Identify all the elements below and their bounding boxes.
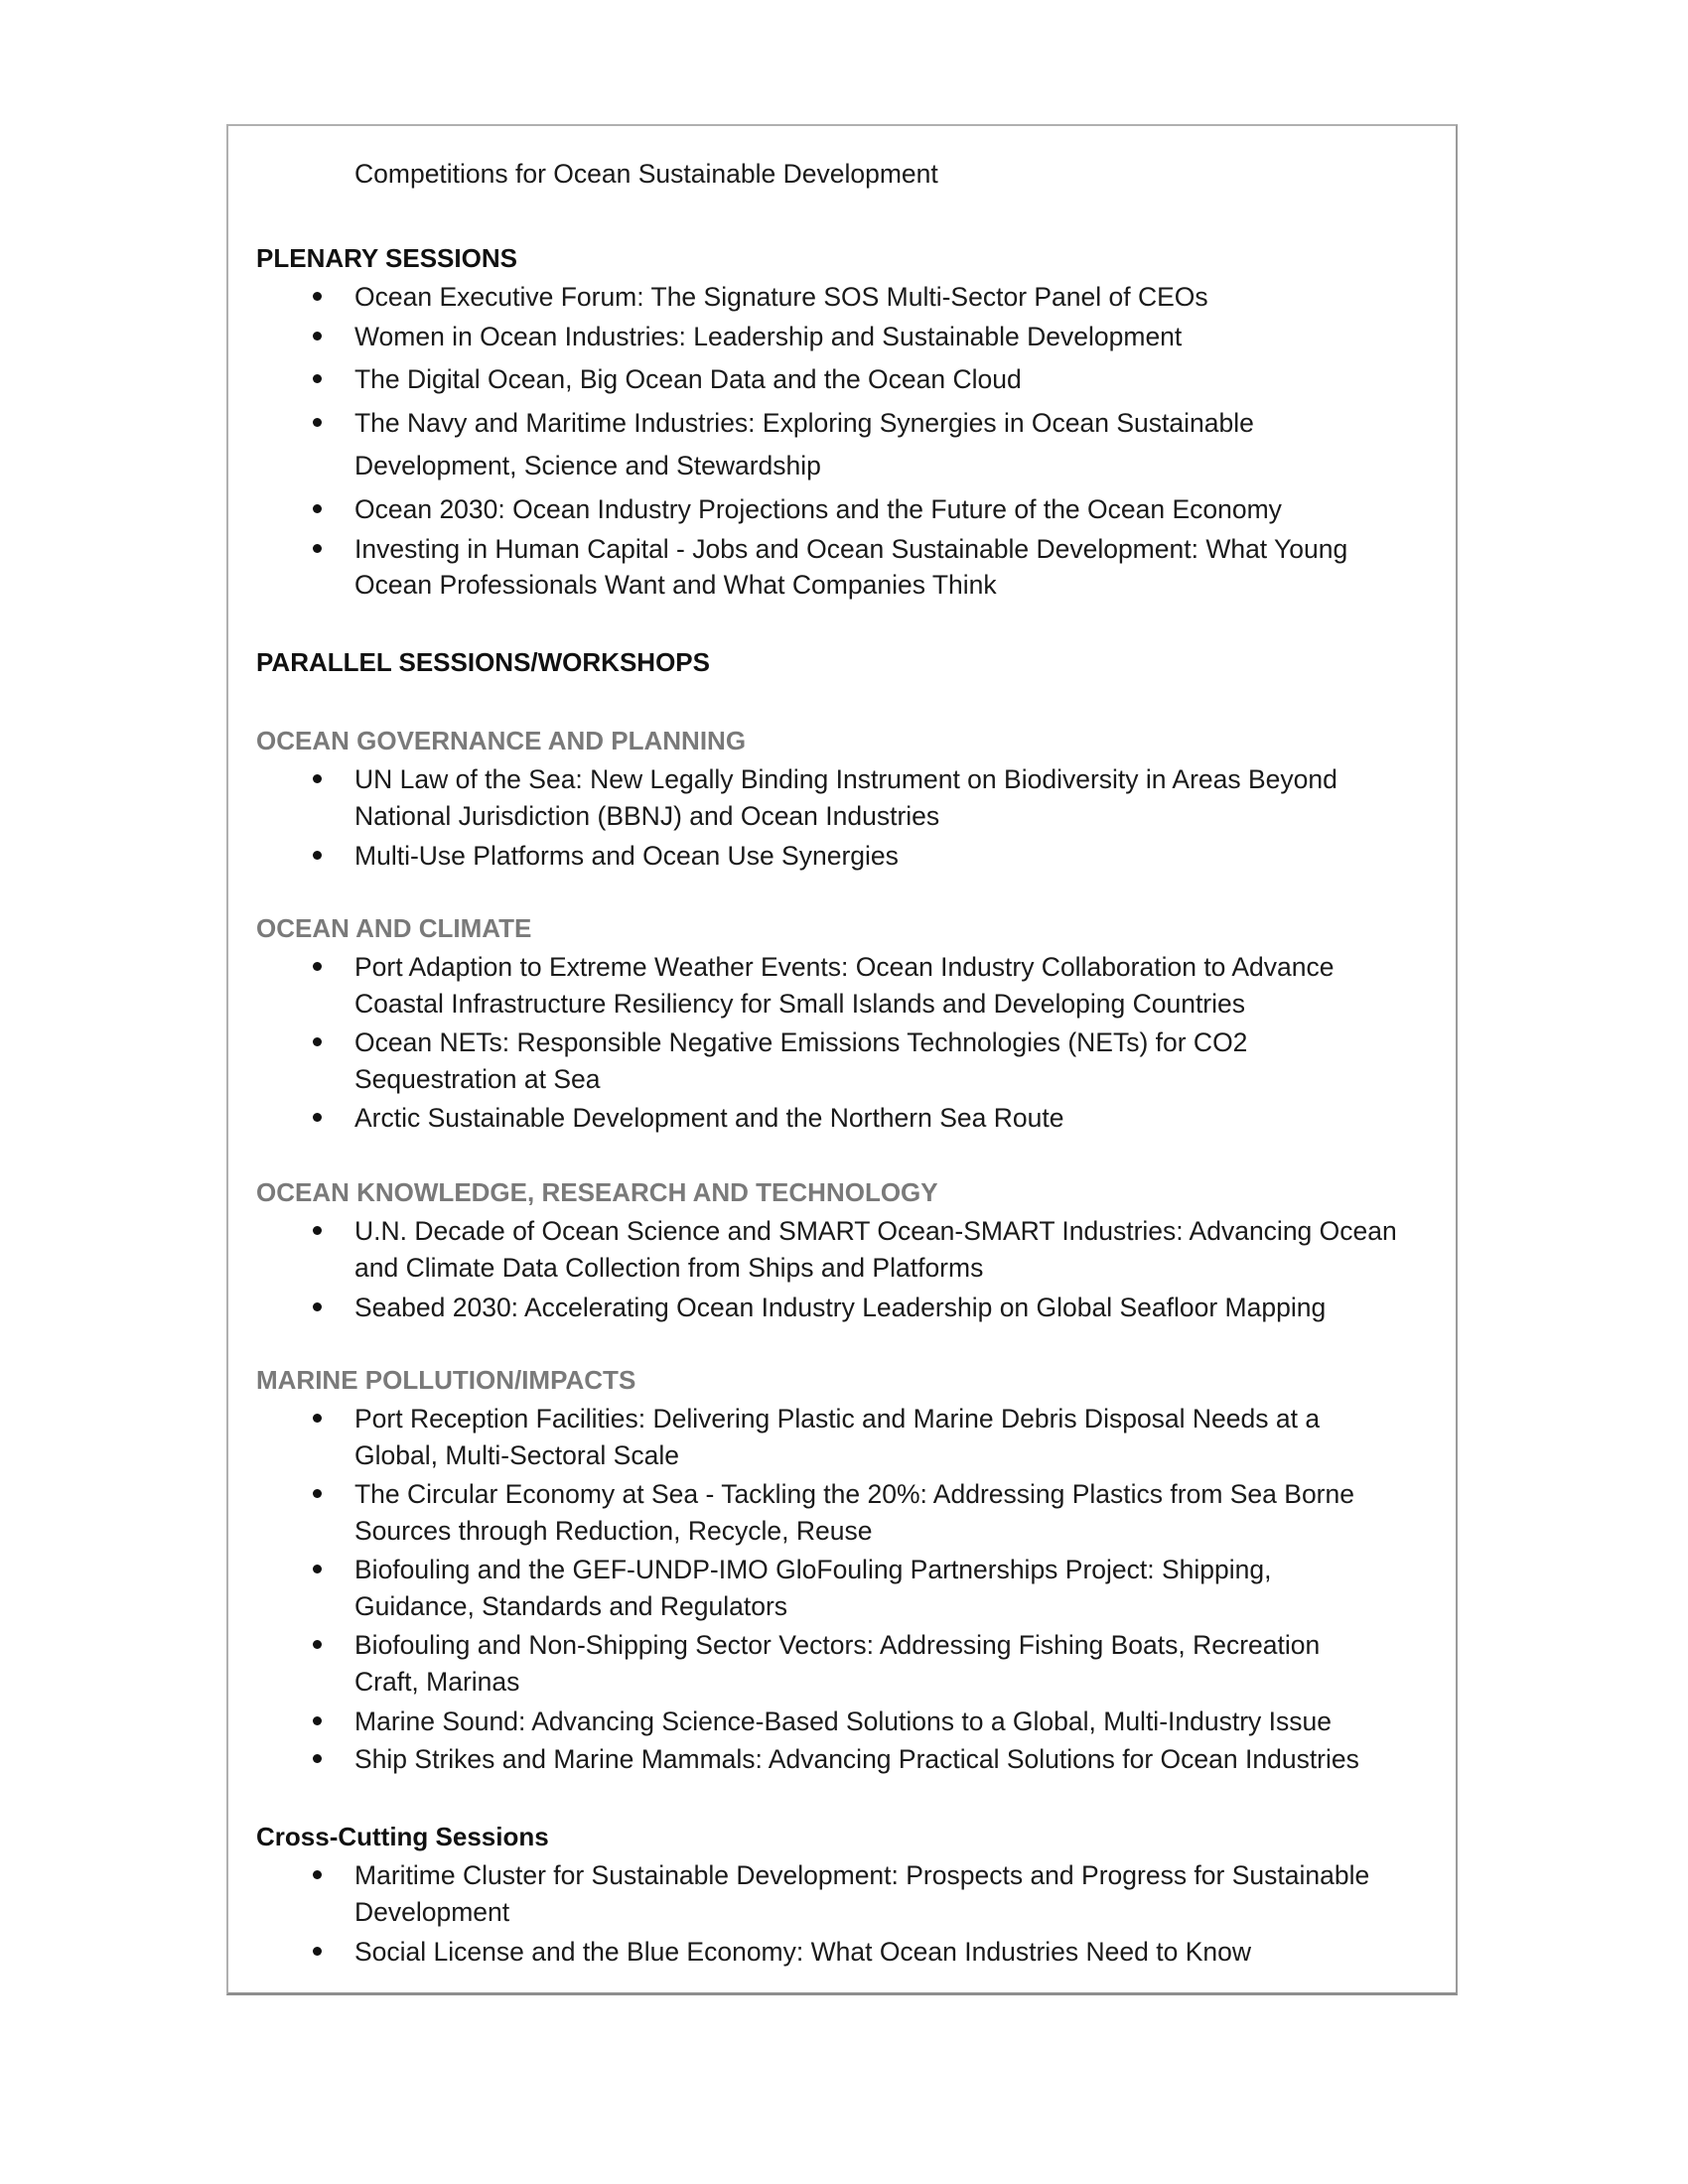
list-item-line: Port Reception Facilities: Delivering Plastic and Marine Debris Disposal Needs at a: [354, 1404, 1321, 1433]
bullet-icon: [313, 1947, 322, 1956]
list-item-line: Guidance, Standards and Regulators: [354, 1591, 788, 1621]
subsection-heading: OCEAN GOVERNANCE AND PLANNING: [256, 726, 747, 755]
list-item-line: Maritime Cluster for Sustainable Development: Prospects and Progress for Sustainable: [354, 1860, 1370, 1890]
list-item-line: U.N. Decade of Ocean Science and SMART Ocean-SMART Industries: Advancing Ocean: [354, 1216, 1397, 1246]
list-item-line: Social License and the Blue Economy: What Ocean Industries Need to Know: [354, 1937, 1251, 1967]
bullet-icon: [313, 962, 322, 971]
bullet-icon: [313, 1226, 322, 1235]
bullet-icon: [313, 544, 322, 553]
list-item-line: National Jurisdiction (BBNJ) and Ocean Industries: [354, 801, 940, 831]
list-item-line: Marine Sound: Advancing Science-Based Solutions to a Global, Multi-Industry Issue: [354, 1706, 1332, 1736]
list-item-line: Port Adaption to Extreme Weather Events: Ocean Industry Collaboration to Advance: [354, 952, 1335, 982]
list-item-line: Biofouling and Non-Shipping Sector Vectors: Addressing Fishing Boats, Recreation: [354, 1630, 1321, 1660]
list-item-line: Development, Science and Stewardship: [354, 451, 821, 480]
bullet-icon: [313, 1870, 322, 1879]
section-heading-parallel: PARALLEL SESSIONS/WORKSHOPS: [256, 647, 710, 677]
list-item-line: Biofouling and the GEF-UNDP-IMO GloFouling Partnerships Project: Shipping,: [354, 1555, 1272, 1584]
bullet-icon: [313, 1716, 322, 1725]
bullet-icon: [313, 418, 322, 427]
list-item-line: Ocean Executive Forum: The Signature SOS Multi-Sector Panel of CEOs: [354, 282, 1208, 312]
list-item-line: Women in Ocean Industries: Leadership and Sustainable Development: [354, 322, 1183, 351]
list-item-line: Ocean Professionals Want and What Companies Think: [354, 570, 997, 600]
bullet-icon: [313, 292, 322, 301]
bullet-icon: [313, 1489, 322, 1498]
list-item-line: Ocean 2030: Ocean Industry Projections and the Future of the Ocean Economy: [354, 494, 1282, 524]
bullet-icon: [313, 1640, 322, 1649]
list-item-line: Ocean NETs: Responsible Negative Emissions Technologies (NETs) for CO2: [354, 1027, 1248, 1057]
list-item-line: Ship Strikes and Marine Mammals: Advancing Practical Solutions for Ocean Industries: [354, 1744, 1359, 1774]
list-item-line: and Climate Data Collection from Ships and Platforms: [354, 1253, 984, 1283]
list-item-line: Coastal Infrastructure Resiliency for Small Islands and Developing Countries: [354, 989, 1246, 1019]
bullet-icon: [313, 504, 322, 513]
list-item-line: UN Law of the Sea: New Legally Binding Instrument on Biodiversity in Areas Beyond: [354, 764, 1337, 794]
intro-line: Competitions for Ocean Sustainable Development: [354, 159, 938, 189]
list-item-line: Craft, Marinas: [354, 1667, 520, 1697]
list-item-line: Global, Multi-Sectoral Scale: [354, 1440, 679, 1470]
bullet-icon: [313, 851, 322, 860]
bullet-icon: [313, 1565, 322, 1573]
subsection-heading: OCEAN AND CLIMATE: [256, 913, 532, 943]
bullet-icon: [313, 1754, 322, 1763]
bullet-icon: [313, 332, 322, 341]
list-item-line: The Digital Ocean, Big Ocean Data and the Ocean Cloud: [354, 364, 1022, 394]
list-item-line: The Navy and Maritime Industries: Exploring Synergies in Ocean Sustainable: [354, 408, 1254, 438]
list-item-line: Seabed 2030: Accelerating Ocean Industry Leadership on Global Seafloor Mapping: [354, 1293, 1327, 1322]
bullet-icon: [313, 1113, 322, 1122]
list-item-line: Sources through Reduction, Recycle, Reuse: [354, 1516, 873, 1546]
bullet-icon: [313, 1414, 322, 1423]
list-item-line: Multi-Use Platforms and Ocean Use Synergies: [354, 841, 899, 871]
list-item-line: Sequestration at Sea: [354, 1064, 601, 1094]
list-item-line: Investing in Human Capital - Jobs and Ocean Sustainable Development: What Young: [354, 534, 1348, 564]
bullet-icon: [313, 374, 322, 383]
subsection-heading: OCEAN KNOWLEDGE, RESEARCH AND TECHNOLOGY: [256, 1177, 938, 1207]
bullet-icon: [313, 1302, 322, 1311]
list-item-line: The Circular Economy at Sea - Tackling the 20%: Addressing Plastics from Sea Borne: [354, 1479, 1354, 1509]
bullet-icon: [313, 1037, 322, 1046]
subsection-heading: MARINE POLLUTION/IMPACTS: [256, 1365, 636, 1395]
section-heading-plenary: PLENARY SESSIONS: [256, 243, 517, 273]
bullet-icon: [313, 774, 322, 783]
list-item-line: Development: [354, 1897, 510, 1927]
section-heading-cross-cutting: Cross-Cutting Sessions: [256, 1822, 549, 1851]
list-item-line: Arctic Sustainable Development and the Northern Sea Route: [354, 1103, 1064, 1133]
